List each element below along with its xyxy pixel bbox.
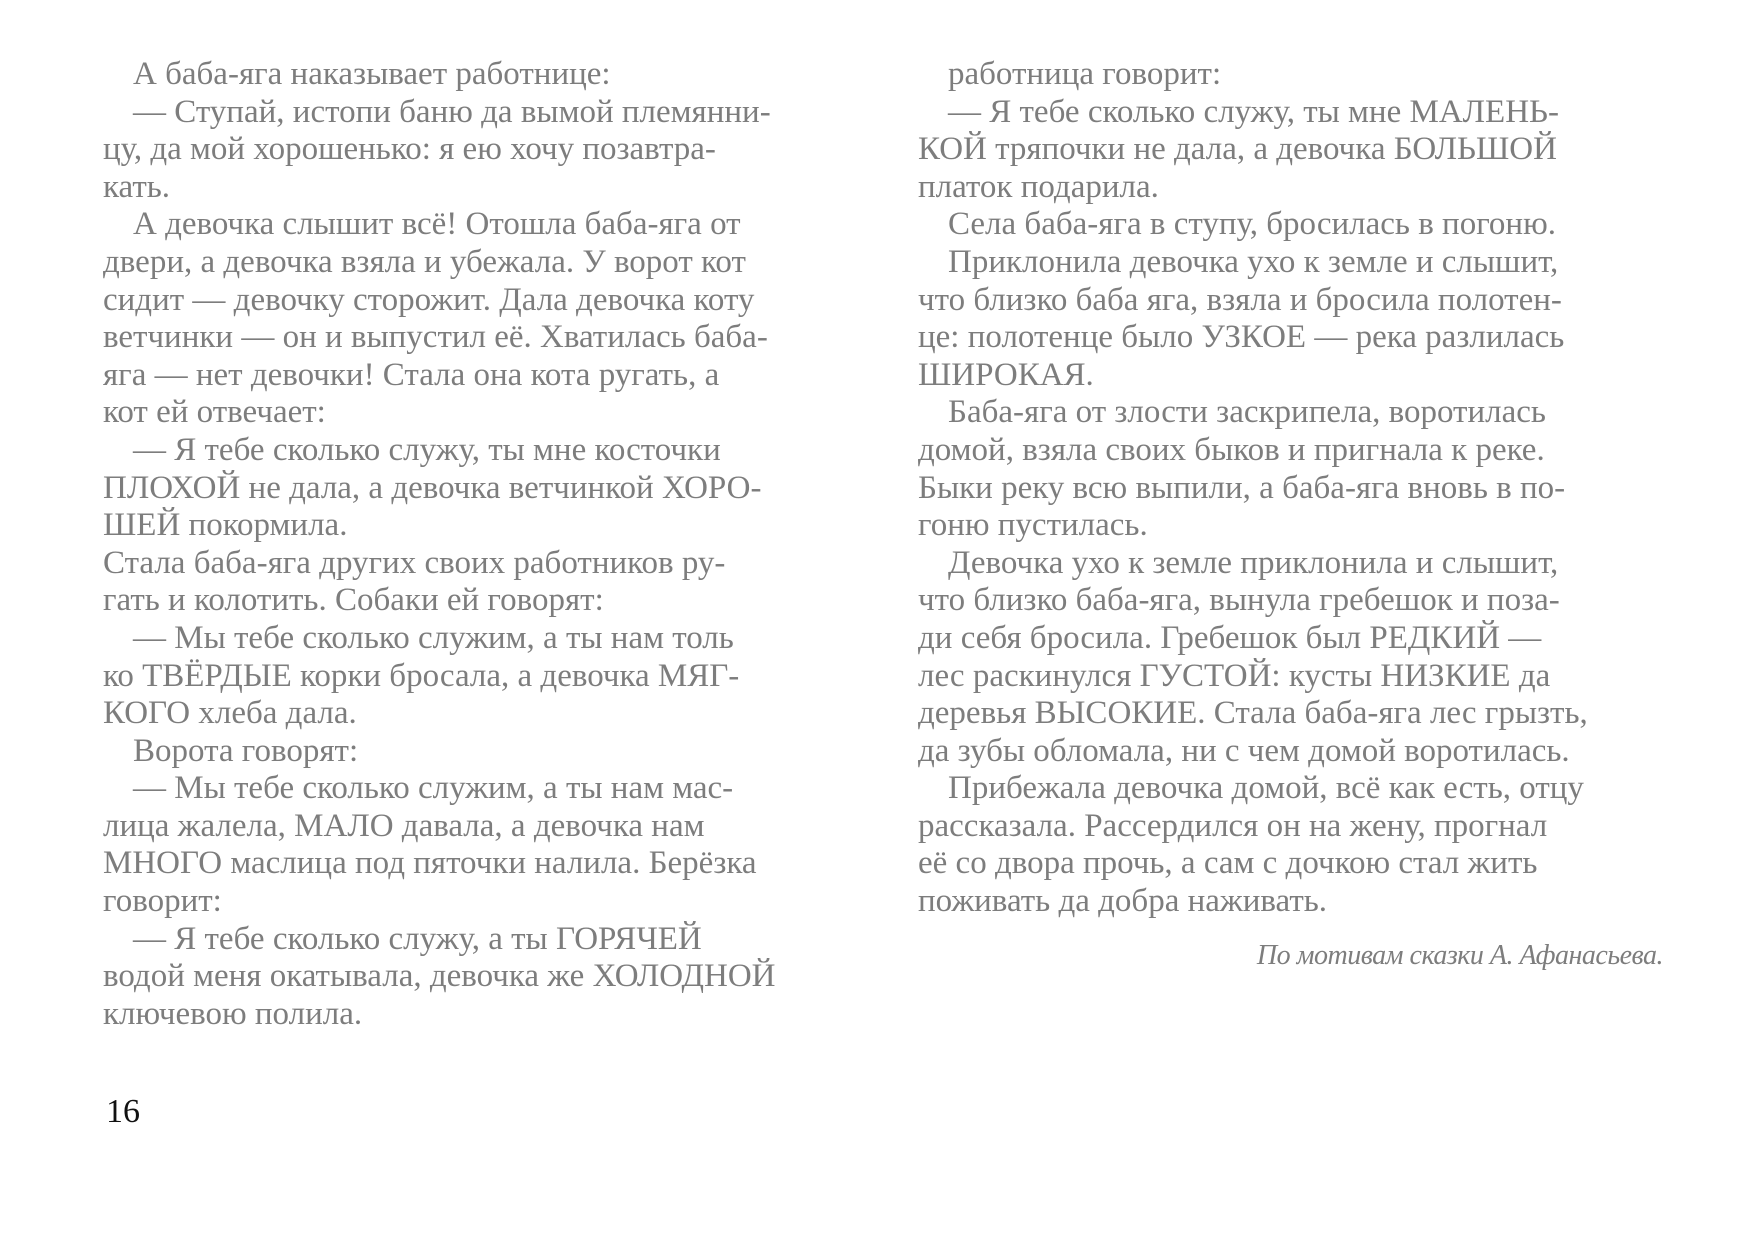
paragraph: А баба-яга наказывает работнице:: [133, 56, 611, 92]
page-number: 16: [106, 1093, 140, 1130]
paragraph: Девочка ухо к земле приклонила и слышит, что близко баба-яга, вынула гребешок и поза- ди себя бросила. Гребешок был РЕДКИЙ — лес раскинулся ГУСТОЙ: кусты НИЗКИЕ да деревья ВЫСОКИЕ. Стала баба-яга лес грызть, да зубы обломала, ни с чем домой воротилась.: [918, 544, 1588, 769]
paragraph: Села баба-яга в ступу, бросилась в погоню.: [948, 206, 1556, 243]
paragraph: — Я тебе сколько служу, ты мне МАЛЕНЬ- КОЙ тряпочки не дала, а девочка БОЛЬШОЙ платок подарила.: [918, 93, 1559, 205]
source-attribution: По мотивам сказки А. Афанасьева.: [1256, 940, 1663, 971]
paragraph: Прибежала девочка домой, всё как есть, отцу рассказала. Рассердился он на жену, прогнал её со двора прочь, а сам с дочкою стал жить поживать да добра наживать.: [918, 770, 1584, 920]
paragraph: — Я тебе сколько служу, а ты ГОРЯЧЕЙ водой меня окатывала, девочка же ХОЛОДНОЙ ключевою полила.: [103, 920, 776, 1032]
paragraph: Баба-яга от злости заскрипела, воротилась домой, взяла своих быков и пригнала к реке. Быки реку всю выпили, а баба-яга вновь в по- гоню пустилась.: [918, 394, 1566, 544]
left-column: [103, 56, 838, 1033]
paragraph: А девочка слышит всё! Отошла баба-яга от двери, а девочка взяла и убежала. У ворот кот сидит — девочку сторожит. Дала девочка коту ветчинки — он и выпустил её. Хватилась баба- яга — нет девочки! Стала она кота ругать, а кот ей отвечает:: [103, 206, 768, 431]
paragraph: — Ступай, истопи баню да вымой племянни- цу, да мой хорошенько: я ею хочу позавтра- кать.: [103, 93, 771, 205]
paragraph: работница говорит:: [948, 56, 1222, 92]
right-column: [918, 56, 1653, 921]
paragraph: Ворота говорят:: [133, 732, 359, 769]
paragraph: — Мы тебе сколько служим, а ты нам мас- лица жалела, МАЛО давала, а девочка нам МНОГО маслица под пяточки налила. Берёзка говорит:: [103, 770, 757, 920]
paragraph: — Я тебе сколько служу, ты мне косточки ПЛОХОЙ не дала, а девочка ветчинкой ХОРО- ШЕЙ покормила.: [103, 431, 762, 544]
paragraph: Стала баба-яга других своих работников ру- гать и колотить. Собаки ей говорят:: [103, 544, 726, 619]
paragraph: Приклонила девочка ухо к земле и слышит, что близко баба яга, взяла и бросила полотен- це: полотенце было УЗКОЕ — река разлилась ШИРОКАЯ.: [918, 243, 1565, 393]
paragraph: — Мы тебе сколько служим, а ты нам толь ко ТВЁРДЫЕ корки бросала, а девочка МЯГ- КОГО хлеба дала.: [103, 619, 740, 732]
